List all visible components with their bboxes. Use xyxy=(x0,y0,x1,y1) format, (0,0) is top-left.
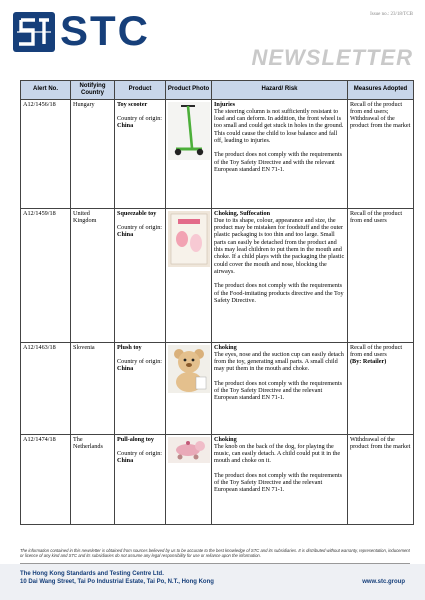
compliance-text: The product does not comply with the requirements of the Toy Safety Directive and the relevant European standard EN 71-1. xyxy=(214,379,343,402)
table-row xyxy=(21,434,414,524)
origin-label: Country of origin: xyxy=(117,449,163,457)
issue-number: Issue no.: 23/18/TCB xyxy=(370,12,413,17)
origin-value: China xyxy=(117,122,134,130)
compliance-text: The product does not comply with the requirements of the Toy Safety Directive and with the relevant European standard EN 71-1. xyxy=(214,151,343,173)
table-header-row xyxy=(21,81,414,100)
company-name: The Hong Kong Standards and Testing Centre Ltd. xyxy=(20,571,164,577)
origin-value: China xyxy=(117,231,134,239)
hazard-title: Injuries xyxy=(214,100,235,108)
plush-bear-photo-icon xyxy=(168,345,210,393)
country-cell: Hungary xyxy=(71,99,115,208)
origin-label: Country of origin: xyxy=(117,357,163,365)
alert-table xyxy=(20,80,414,525)
table-row xyxy=(21,342,414,434)
country-cell: Slovenia xyxy=(71,342,115,434)
photo-cell xyxy=(166,208,212,342)
pull-along-dog-photo-icon xyxy=(168,437,210,463)
hazard-title: Choking, Suffocation xyxy=(214,209,271,217)
alert-no-cell: A12/1463/18 xyxy=(21,342,71,434)
product-name: Toy scooter xyxy=(117,100,148,108)
header-country: Notifying Country xyxy=(71,81,115,100)
squeezable-toy-photo-icon xyxy=(168,211,210,267)
alert-no-cell: A12/1474/18 xyxy=(21,434,71,524)
measures-text: Withdrawal of the product from the market xyxy=(350,435,411,450)
hazard-cell xyxy=(212,99,348,208)
product-cell xyxy=(115,208,166,342)
alert-no-cell: A12/1459/18 xyxy=(21,208,71,342)
hazard-title: Choking xyxy=(214,435,237,443)
origin-label: Country of origin: xyxy=(117,114,163,122)
hazard-description: Due to its shape, colour, appearance and size, the product may be mistaken for foodstuff and the outer plastic packaging is too thin and too large. Small parts can easily be detached from the product and this may lead children to put them in the mouth and choke. If a child plays with the packaging the plastic could cover the mouth and nose, blocking the airways. xyxy=(214,216,345,275)
logo-wordmark: STC xyxy=(60,7,150,54)
product-cell xyxy=(115,434,166,524)
origin-value: China xyxy=(117,457,134,465)
header-alert-no: Alert No. xyxy=(21,81,71,100)
hazard-cell xyxy=(212,342,348,434)
hazard-description: The steering column is not sufficiently resistant to load and can deform. In addition, the front wheel is too small and could get stuck in holes in the ground. This could cause the child to lose balance and fall off, leading to injuries. xyxy=(214,107,344,145)
table-row xyxy=(21,99,414,208)
header-measures: Measures Adopted xyxy=(348,81,414,100)
alert-no-cell: A12/1456/18 xyxy=(21,99,71,208)
measures-cell xyxy=(348,342,414,434)
disclaimer-text: The information contained in this newsletter is obtained from sources believed by us to be accurate to the best knowledge of STC and its subsidiaries. It is distributed without warranty, representation, inducement or licence of any kind and STC and its subsidiaries do not assume any legal responsibility for use or reliance upon the information. xyxy=(20,548,410,559)
measures-by: (By: Retailer) xyxy=(350,358,387,366)
compliance-text: The product does not comply with the requirements of the Toy Safety Directive and the relevant European standard EN 71-1. xyxy=(214,471,343,494)
table-row xyxy=(21,208,414,342)
product-cell xyxy=(115,99,166,208)
company-address: 10 Dai Wang Street, Tai Po Industrial Estate, Tai Po, N.T., Hong Kong xyxy=(20,579,214,585)
product-cell xyxy=(115,342,166,434)
scooter-photo-icon xyxy=(168,102,210,160)
stc-logo-icon xyxy=(13,12,55,52)
photo-cell xyxy=(166,99,212,208)
country-cell: The Netherlands xyxy=(71,434,115,524)
header-hazard: Hazard/ Risk xyxy=(212,81,348,100)
hazard-description: The eyes, nose and the suction cup can easily detach from the toy, generating small parts. A small child may put them in the mouth and choke. xyxy=(214,350,344,373)
hazard-title: Choking xyxy=(214,343,237,351)
website-link[interactable]: www.stc.group xyxy=(362,579,405,585)
measures-text: Recall of the product from end users; Withdrawal of the product from the market xyxy=(350,100,411,130)
measures-text: Recall of the product from end users xyxy=(350,209,403,224)
newsletter-title: NEWSLETTER xyxy=(251,45,413,70)
header-product: Product xyxy=(115,81,166,100)
measures-cell xyxy=(348,434,414,524)
hazard-description: The knob on the back of the dog, for playing the music, can easily detach. A child could put it in the mouth and choke on it. xyxy=(214,442,341,465)
header-photo: Product Photo xyxy=(166,81,212,100)
origin-value: China xyxy=(117,365,134,373)
country-cell: United Kingdom xyxy=(71,208,115,342)
product-name: Pull-along toy xyxy=(117,435,154,443)
origin-label: Country of origin: xyxy=(117,223,163,231)
product-name: Plush toy xyxy=(117,343,142,351)
hazard-cell xyxy=(212,434,348,524)
photo-cell xyxy=(166,342,212,434)
hazard-cell xyxy=(212,208,348,342)
product-name: Squeezable toy xyxy=(117,209,157,217)
measures-cell xyxy=(348,99,414,208)
newsletter-header xyxy=(0,0,425,78)
measures-text: Recall of the product from end users xyxy=(350,343,403,358)
compliance-text: The product does not comply with the requirements of the Food-imitating products directive and the Toy Safety Directive. xyxy=(214,282,344,304)
photo-cell xyxy=(166,434,212,524)
measures-cell xyxy=(348,208,414,342)
